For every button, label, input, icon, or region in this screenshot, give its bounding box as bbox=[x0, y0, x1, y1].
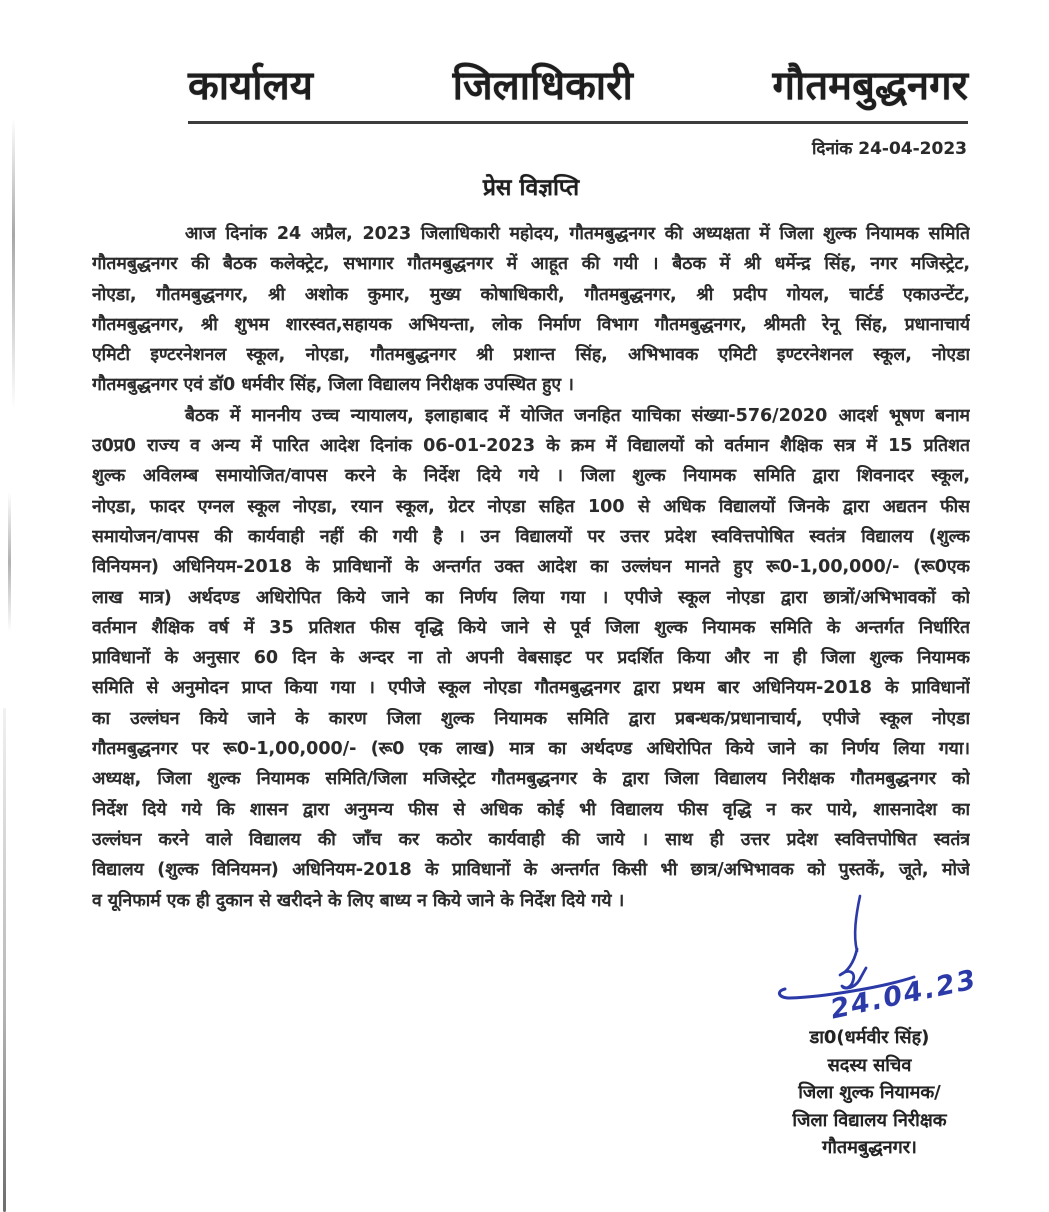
title-word-office: कार्यालय bbox=[188, 63, 313, 109]
signatory-name: डा0(धर्मवीर सिंह) bbox=[809, 1027, 930, 1048]
body-line: आज दिनांक 24 अप्रैल, 2023 जिलाधिकारी महोदय, गौतमबुद्धनगर की अध्यक्षता में जिला शुल्क नियामक समिति bbox=[185, 224, 970, 244]
scan-edge-artifact bbox=[12, 118, 15, 410]
body-line: गौतमबुद्धनगर, श्री शुभम शारस्वत,सहायक अभियन्ता, लोक निर्माण विभाग गौतमबुद्धनगर, श्रीमती रेनू सिंह, प्रधानाचार्य bbox=[92, 314, 970, 335]
scan-edge-artifact bbox=[8, 492, 11, 632]
body-line: शुल्क अविलम्ब समायोजित/वापस करने के निर्देश दिये गये । जिला शुल्क नियामक समिति द्वारा शिवनादर स्कूल, bbox=[92, 466, 970, 487]
handwritten-date: 24.04.23 bbox=[827, 964, 981, 1025]
body-line: प्राविधानों के अनुसार 60 दिन के अन्दर ना तो अपनी वेबसाइट पर प्रदर्शित किया और ना ही जिला शुल्क नियामक bbox=[92, 648, 970, 669]
title-word-district-magistrate: जिलाधिकारी bbox=[452, 63, 633, 109]
title-word-gautambuddhnagar: गौतमबुद्धनगर bbox=[772, 63, 968, 109]
signatory-org-line2: जिला विद्यालय निरीक्षक bbox=[792, 1109, 947, 1131]
body-line: गौतमबुद्धनगर एवं डॉ0 धर्मवीर सिंह, जिला विद्यालय निरीक्षक उपस्थित हुए । bbox=[92, 375, 574, 396]
signatory-block bbox=[762, 1024, 977, 1162]
body-line: समायोजन/वापस की कार्यवाही नहीं की गयी है । उन विद्यालयों पर उत्तर प्रदेश स्ववित्तपोषित स्वतंत्र विद्यालय (शुल्क bbox=[92, 526, 970, 547]
body-line: लाख मात्र) अर्थदण्ड अधिरोपित किये जाने का निर्णय लिया गया । एपीजे स्कूल नोएडा द्वारा छात्रों/अभिभावकों को bbox=[92, 587, 970, 608]
press-release-heading: प्रेस विज्ञप्ति bbox=[482, 175, 580, 201]
signatory-org-line3: गौतमबुद्धनगर। bbox=[822, 1137, 917, 1158]
body-line: समिति से अनुमोदन प्राप्त किया गया । एपीजे स्कूल नोएडा गौतमबुद्धनगर द्वारा प्रथम बार अधिनियम-2018 के प्राविधानों bbox=[92, 678, 970, 699]
signatory-designation: सदस्य सचिव bbox=[827, 1054, 912, 1076]
body-line: विनियमन) अधिनियम-2018 के प्राविधानों के अन्तर्गत उक्त आदेश का उल्लंघन मानते हुए रू0-1,00,000/- (रू0एक bbox=[92, 557, 970, 578]
body-line: विद्यालय (शुल्क विनियमन) अधिनियम-2018 के प्राविधानों के अन्तर्गत किसी भी छात्र/अभिभावक को पुस्तकें, जूते, मोजे bbox=[92, 860, 970, 881]
body-line: उ0प्र0 राज्य व अन्य में पारित आदेश दिनांक 06-01-2023 के क्रम में विद्यालयों को वर्तमान शैक्षिक सत्र में 15 प्रतिशत bbox=[92, 436, 970, 457]
signatory-org-line1: जिला शुल्क नियामक/ bbox=[798, 1082, 941, 1103]
body-line: बैठक में माननीय उच्च न्यायालय, इलाहाबाद में योजित जनहित याचिका संख्या-576/2020 आदर्श भूषण बनाम bbox=[185, 405, 970, 426]
letterhead-title bbox=[188, 56, 968, 124]
body-line: व यूनिफार्म एक ही दुकान से खरीदने के लिए बाध्य न किये जाने के निर्देश दिये गये । bbox=[92, 890, 625, 911]
body-line: नोएडा, गौतमबुद्धनगर, श्री अशोक कुमार, मुख्य कोषाधिकारी, गौतमबुद्धनगर, श्री प्रदीप गोयल, चार्टर्ड एकाउन्टेंट, bbox=[92, 284, 970, 305]
body-line: गौतमबुद्धनगर पर रू0-1,00,000/- (रू0 एक लाख) मात्र का अर्थदण्ड अधिरोपित किये जाने का निर्णय लिया गया। bbox=[92, 739, 970, 760]
press-release-body bbox=[92, 219, 970, 916]
scan-edge-artifact bbox=[3, 708, 6, 1212]
handwritten-signature-icon bbox=[772, 893, 987, 1025]
body-line: निर्देश दिये गये कि शासन द्वारा अनुमन्य फीस से अधिक कोई भी विद्यालय फीस वृद्धि न कर पाये, शासनादेश का bbox=[92, 799, 970, 820]
body-line: वर्तमान शैक्षिक वर्ष में 35 प्रतिशत फीस वृद्धि किये जाने से पूर्व जिला शुल्क नियामक समिति के अन्तर्गत निर्धारित bbox=[92, 617, 970, 638]
date-label: दिनांक 24-04-2023 bbox=[812, 139, 967, 159]
body-line: का उल्लंघन किये जाने के कारण जिला शुल्क नियामक समिति द्वारा प्रबन्धक/प्रधानाचार्य, एपीजे स्कूल नोएडा bbox=[92, 708, 970, 729]
paragraph-1 bbox=[92, 219, 970, 401]
body-line: उल्लंघन करने वाले विद्यालय की जाँच कर कठोर कार्यवाही की जाये । साथ ही उत्तर प्रदेश स्ववित्तपोषित स्वतंत्र bbox=[92, 829, 970, 850]
body-line: एमिटी इण्टरनेशनल स्कूल, नोएडा, गौतमबुद्धनगर श्री प्रशान्त सिंह, अभिभावक एमिटी इण्टरनेशनल स्कूल, नोएडा bbox=[92, 345, 970, 366]
body-line: अध्यक्ष, जिला शुल्क नियामक समिति/जिला मजिस्ट्रेट गौतमबुद्धनगर के द्वारा जिला विद्यालय निरीक्षक गौतमबुद्धनगर को bbox=[92, 769, 970, 790]
body-line: नोएडा, फादर एग्नल स्कूल नोएडा, रयान स्कूल, ग्रेटर नोएडा सहित 100 से अधिक विद्यालयों जिनके द्वारा अद्यतन फीस bbox=[92, 496, 970, 517]
body-line: गौतमबुद्धनगर की बैठक कलेक्ट्रेट, सभागार गौतमबुद्धनगर में आहूत की गयी । बैठक में श्री धर्मेन्द्र सिंह, नगर मजिस्ट्रेट, bbox=[92, 254, 970, 275]
paragraph-2 bbox=[92, 401, 970, 916]
